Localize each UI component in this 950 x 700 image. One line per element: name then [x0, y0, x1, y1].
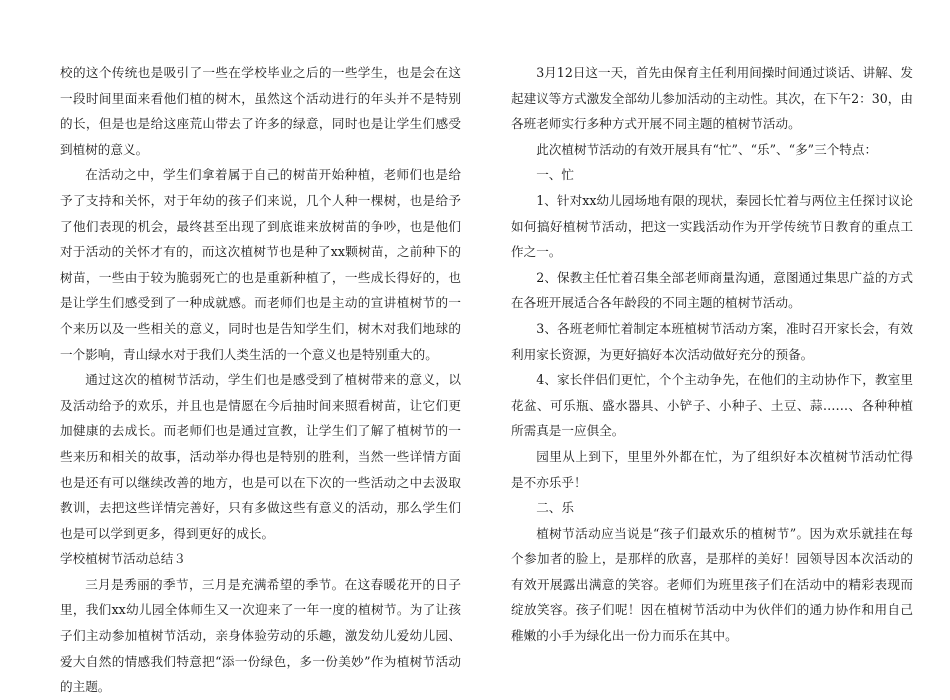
paragraph: 1、针对xx幼儿园场地有限的现状，秦园长忙着与两位主任探讨议论如何搞好植树节活动，把这一实践活动作为开学传统节日教育的重点工作之一。	[511, 192, 913, 260]
right-column	[511, 60, 913, 649]
section-title: 学校植树节活动总结３	[60, 551, 186, 567]
paragraph: 在活动之中，学生们拿着属于自己的树苗开始种植，老师们也是给予了支持和关怀，对于年幼的孩子们来说，几个人种一棵树，也是给予了他们表现的机会，最终甚至出现了到底谁来放树苗的争吵，也是他们对于活动的关怀才有的，而这次植树节也是种了xx颗树苗，之前种下的树苗，一些由于较为脆弱死亡的也是重新种植了，一些成长得好的，也是让学生们感受到了一种成就感。而老师们也是主动的宣讲植树节的一个来历以及一些相关的意义，同时也是告知学生们，树木对我们地球的一个影响，青山绿水对于我们人类生活的一个意义也是特别重大的。	[60, 167, 461, 362]
paragraph: 4、家长伴侣们更忙，个个主动争先，在他们的主动协作下，教室里花盆、可乐瓶、盛水器具、小铲子、小种子、土豆、蒜……、各种种植所需真是一应俱全。	[511, 372, 913, 439]
paragraph: 校的这个传统也是吸引了一些在学校毕业之后的一些学生，也是会在这一段时间里面来看他们植的树木，虽然这个活动进行的年头并不是特别的长，但是也是给这座荒山带去了许多的绿意，同时也是让学生们感受到植树的意义。	[60, 65, 461, 157]
section-heading: 二、乐	[536, 500, 574, 516]
paragraph: 园里从上到下，里里外外都在忙，为了组织好本次植树节活动忙得是不亦乐乎！	[511, 448, 913, 490]
paragraph: 三月是秀丽的季节，三月是充满希望的季节。在这春暖花开的日子里，我们xx幼儿园全体师生又一次迎来了一年一度的植树节。为了让孩子们主动参加植树节活动，亲身体验劳动的乐趣，激发幼儿爱幼儿园、爱大自然的情感我们特意把“添一份绿色，多一份美妙”作为植树节活动的主题。	[60, 576, 461, 695]
paragraph: 3、各班老师忙着制定本班植树节活动方案，准时召开家长会，有效利用家长资源，为更好搞好本次活动做好充分的预备。	[511, 320, 913, 362]
paragraph: 此次植树节活动的有效开展具有“忙”、“乐”、“多”三个特点：	[536, 141, 878, 157]
paragraph: 通过这次的植树节活动，学生们也是感受到了植树带来的意义，以及活动给予的欢乐，并且也是情愿在今后抽时间来照看树苗，让它们更加健康的去成长。而老师们也是通过宣教，让学生们了解了植树节的一些来历和相关的故事，活动举办得也是特别的胜利，当然一些详情方面也是还有可以继续改善的地方，也是可以在下次的一些活动之中去汲取教训，去把这些详情完善好，只有多做这些有意义的活动，那么学生们也是可以学到更多，得到更好的成长。	[60, 372, 461, 541]
paragraph: 2、保教主任忙着召集全部老师商量沟通，意图通过集思广益的方式在各班开展适合各年龄段的不同主题的植树节活动。	[511, 269, 913, 311]
paragraph: 3月12日这一天，首先由保育主任利用间操时间通过谈话、讲解、发起建议等方式激发全部幼儿参加活动的主动性。其次，在下午2：30，由各班老师实行多种方式开展不同主题的植树节活动。	[511, 65, 913, 132]
paragraph: 植树节活动应当说是“孩子们最欢乐的植树节”。因为欢乐就挂在每个参加者的脸上，是那样的欣喜，是那样的美好！园领导因本次活动的有效开展露出满意的笑容。老师们为班里孩子们在活动中的精彩表现而绽放笑容。孩子们呢！因在植树节活动中为伙伴们的通力协作和用自己稚嫩的小手为绿化出一份力而乐在其中。	[511, 525, 913, 644]
left-column	[60, 60, 461, 700]
section-heading: 一、忙	[536, 167, 574, 183]
